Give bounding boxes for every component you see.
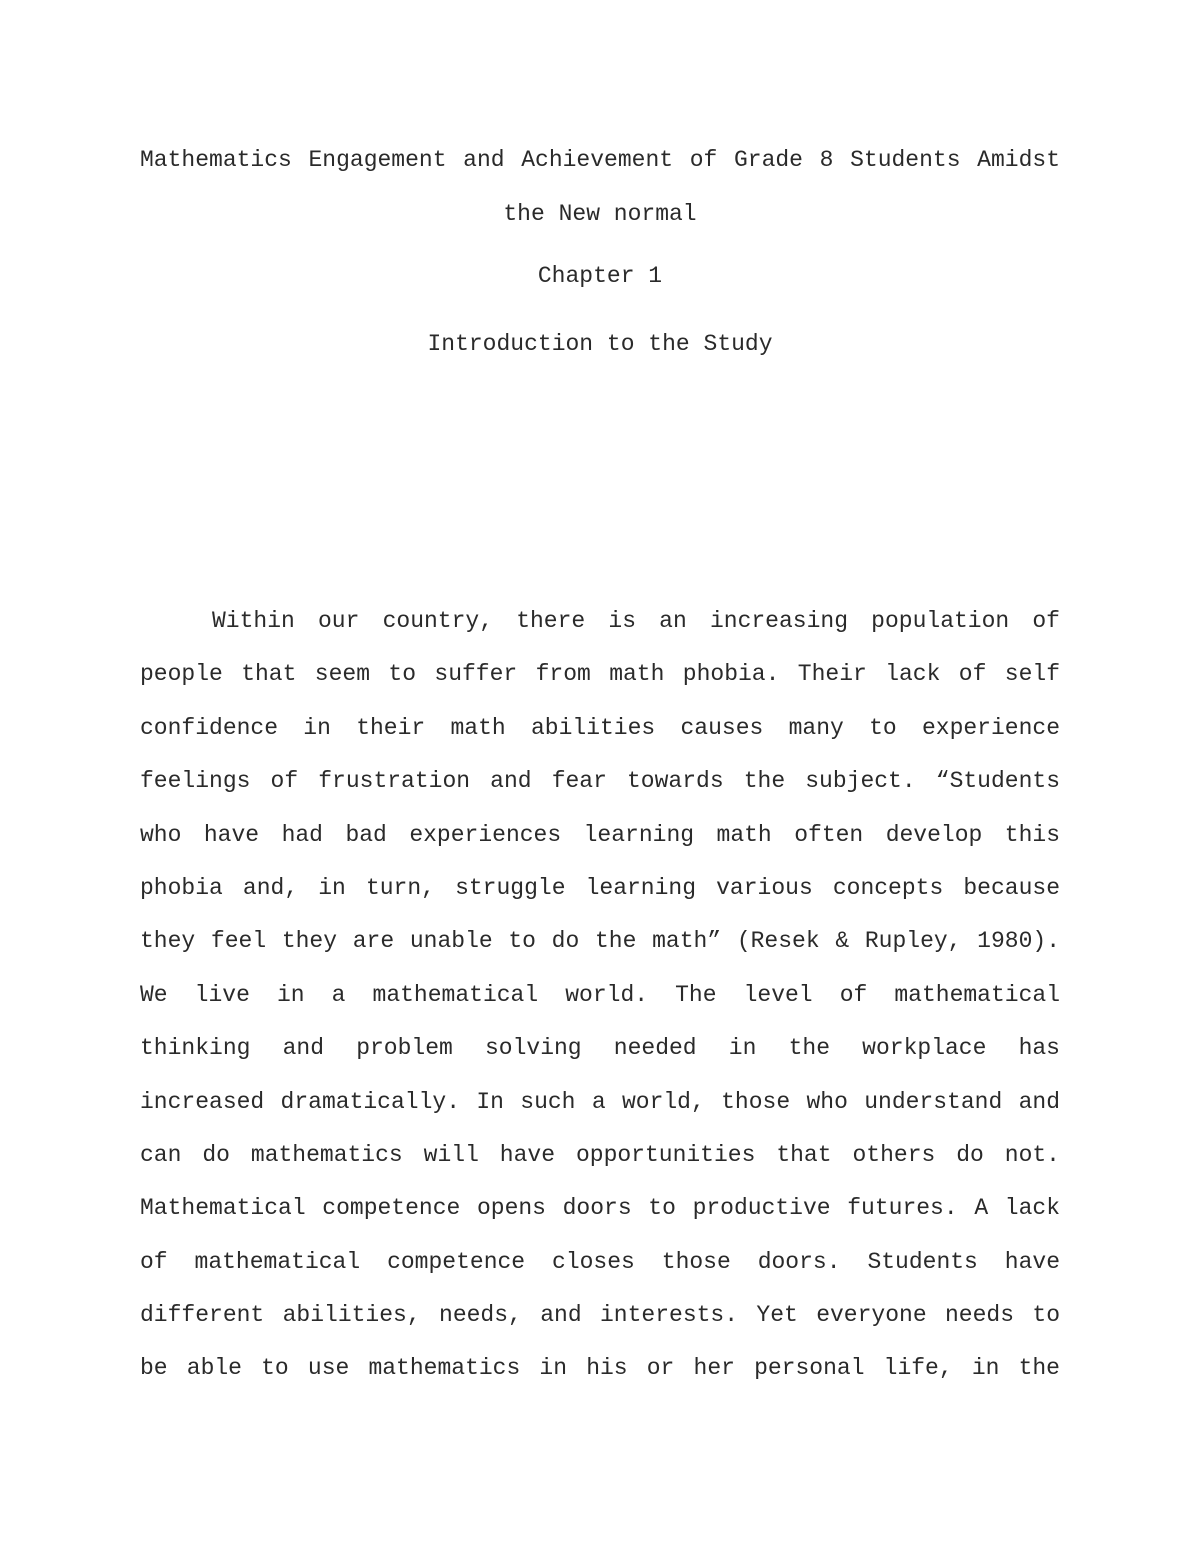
paragraph-line: of mathematical competence closes those doors. Students have	[140, 1248, 1060, 1275]
section-heading: Introduction to the Study	[427, 331, 773, 357]
chapter-heading: Chapter 1	[537, 263, 663, 289]
paragraph-line: phobia and, in turn, struggle learning various concepts because	[140, 874, 1060, 901]
paragraph-line: We live in a mathematical world. The level of mathematical	[140, 981, 1060, 1008]
paragraph-line: different abilities, needs, and interests. Yet everyone needs to	[140, 1302, 1060, 1329]
paragraph-line: feelings of frustration and fear towards the subject. “Students	[140, 768, 1060, 795]
paragraph-line: people that seem to suffer from math phobia. Their lack of self	[140, 661, 1060, 688]
body-paragraph	[140, 595, 1060, 1396]
paragraph-line: increased dramatically. In such a world, those who understand and	[140, 1088, 1060, 1115]
paragraph-line: thinking and problem solving needed in the workplace has	[140, 1035, 1060, 1062]
paragraph-line: they feel they are unable to do the math” (Resek & Rupley, 1980).	[140, 928, 1060, 955]
paragraph-line: confidence in their math abilities causes many to experience	[140, 714, 1060, 741]
title-line: the New normal	[503, 200, 697, 227]
paragraph-line: be able to use mathematics in his or her personal life, in the	[140, 1355, 1060, 1382]
document-title	[140, 134, 1060, 241]
paragraph-line: Mathematical competence opens doors to productive futures. A lack	[140, 1195, 1060, 1222]
paragraph-line: who have had bad experiences learning math often develop this	[140, 821, 1060, 848]
title-line: Mathematics Engagement and Achievement of Grade 8 Students Amidst	[140, 147, 1060, 173]
paragraph-line: Within our country, there is an increasing population of	[212, 608, 1060, 634]
paragraph-line: can do mathematics will have opportunities that others do not.	[140, 1141, 1060, 1168]
